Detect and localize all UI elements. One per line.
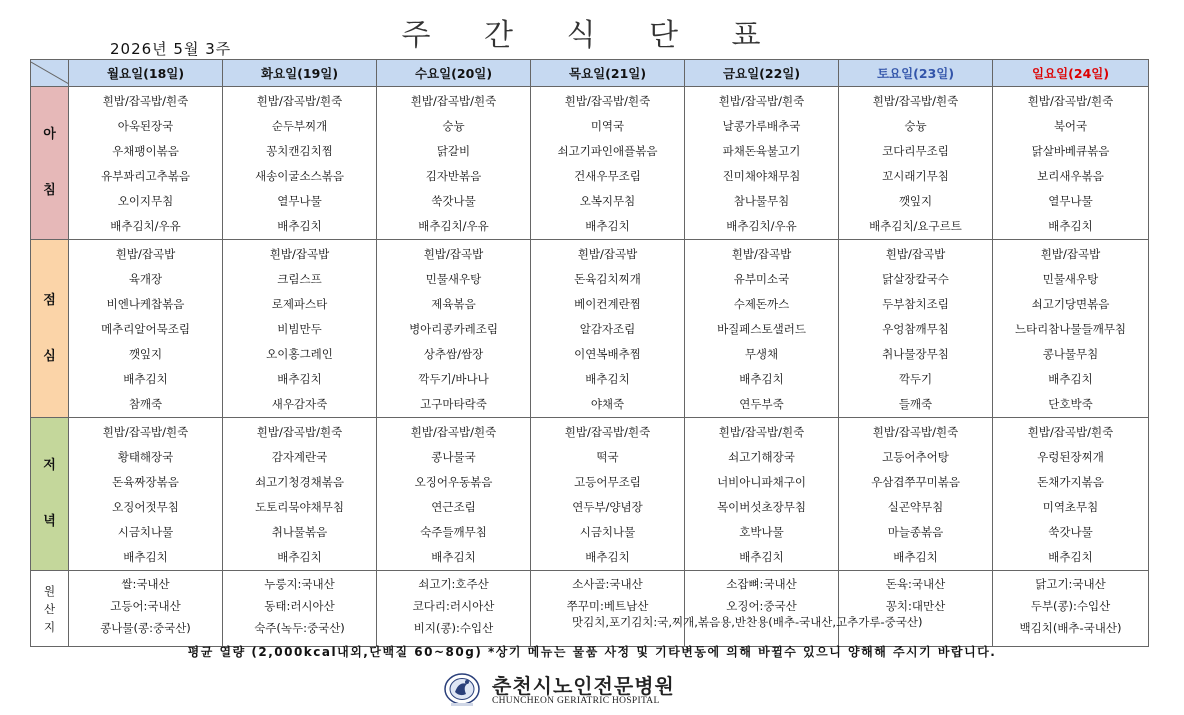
dinner-cell bbox=[377, 418, 531, 571]
breakfast-cell bbox=[223, 87, 377, 240]
meal-label-char: 침 bbox=[43, 183, 56, 198]
menu-item: 시금치나물 bbox=[117, 525, 174, 539]
menu-item: 흰밥/잡곡밥/흰죽 bbox=[872, 94, 959, 108]
menu-item: 오이홍그레인 bbox=[266, 347, 333, 361]
menu-item: 쇠고기청경채볶음 bbox=[255, 475, 344, 489]
lunch-cell bbox=[377, 240, 531, 418]
origin-item: 비지(콩):수입산 bbox=[413, 621, 494, 635]
menu-item: 실곤약무침 bbox=[887, 500, 944, 514]
menu-item: 알감자조림 bbox=[579, 322, 636, 336]
lunch-cell bbox=[993, 240, 1149, 418]
menu-item: 비엔나케찹볶음 bbox=[106, 297, 185, 311]
menu-item: 고구마타락죽 bbox=[420, 397, 487, 411]
menu-item: 우채팽이볶음 bbox=[112, 144, 179, 158]
menu-item: 꽁치캔김치찜 bbox=[266, 144, 333, 158]
menu-item: 참깨죽 bbox=[128, 397, 163, 411]
page-title: 주 간 식 단 표 bbox=[401, 18, 783, 53]
dinner-cell bbox=[685, 418, 839, 571]
menu-item: 우렁된장찌개 bbox=[1037, 450, 1104, 464]
day-header-wed: 수요일(20일) bbox=[377, 60, 531, 87]
menu-item: 흰밥/잡곡밥/흰죽 bbox=[102, 94, 189, 108]
breakfast-label bbox=[31, 87, 69, 240]
origin-label-char: 지 bbox=[43, 619, 56, 634]
origin-item: 꽁치:대만산 bbox=[885, 599, 946, 613]
origin-item: 오징어:중국산 bbox=[726, 599, 797, 613]
notice-text: 평균 열량 (2,000kcal내외,단백질 60~80g) *상기 메뉴는 물품 사정 및 기타변동에 의해 바뀔수 있으니 양해해 주시기 바랍니다. bbox=[187, 645, 997, 659]
menu-item: 숭늉 bbox=[442, 119, 465, 133]
hospital-name-en: CHUNCHEON GERIATRIC HOSPITAL bbox=[492, 696, 660, 706]
origin-row bbox=[31, 571, 1149, 647]
origin-item: 쌀:국내산 bbox=[121, 577, 170, 591]
dinner-cell bbox=[223, 418, 377, 571]
menu-item: 연두부죽 bbox=[739, 397, 784, 411]
dinner-label bbox=[31, 418, 69, 571]
menu-item: 비빔만두 bbox=[277, 322, 322, 336]
dinner-cell bbox=[839, 418, 993, 571]
menu-item: 새송이굴소스볶음 bbox=[255, 169, 344, 183]
menu-item: 크림스프 bbox=[277, 272, 322, 286]
menu-item: 돈육김치찌개 bbox=[574, 272, 641, 286]
day-header-mon: 월요일(18일) bbox=[69, 60, 223, 87]
origin-item: 돈육:국내산 bbox=[885, 577, 946, 591]
origin-item: 고등어:국내산 bbox=[110, 599, 181, 613]
menu-item: 연근조림 bbox=[431, 500, 476, 514]
menu-item: 흰밥/잡곡밥/흰죽 bbox=[564, 94, 651, 108]
menu-item: 목이버섯초장무침 bbox=[717, 500, 806, 514]
lunch-cell bbox=[685, 240, 839, 418]
menu-item: 수제돈까스 bbox=[733, 297, 790, 311]
origin-cell bbox=[839, 571, 993, 647]
menu-item: 취나물장무침 bbox=[882, 347, 949, 361]
menu-item: 로제파스타 bbox=[271, 297, 328, 311]
menu-item: 새우감자죽 bbox=[271, 397, 328, 411]
menu-item: 야채죽 bbox=[590, 397, 625, 411]
menu-item: 흰밥/잡곡밥 bbox=[885, 247, 946, 261]
origin-item: 콩나물(콩:중국산) bbox=[100, 621, 191, 635]
dinner-cell bbox=[993, 418, 1149, 571]
menu-item: 닭갈비 bbox=[436, 144, 471, 158]
hospital-footer bbox=[440, 670, 720, 710]
meal-label-char: 심 bbox=[43, 348, 56, 364]
menu-item: 들깨죽 bbox=[898, 397, 933, 411]
menu-item: 오이지무침 bbox=[117, 194, 174, 208]
menu-item: 쇠고기당면볶음 bbox=[1031, 297, 1110, 311]
day-header-sun: 일요일(24일) bbox=[993, 60, 1149, 87]
menu-item: 오징어젓무침 bbox=[112, 500, 179, 514]
menu-item: 오징어우동볶음 bbox=[414, 475, 493, 489]
week-label: 2026년 5월 3주 bbox=[110, 40, 232, 58]
menu-item: 배추김치 bbox=[739, 372, 784, 386]
menu-item: 흰밥/잡곡밥/흰죽 bbox=[1027, 94, 1114, 108]
menu-item: 순두부찌개 bbox=[271, 119, 328, 133]
menu-item: 흰밥/잡곡밥/흰죽 bbox=[410, 425, 497, 439]
day-header-tue: 화요일(19일) bbox=[223, 60, 377, 87]
menu-item: 배추김치/우유 bbox=[110, 219, 181, 233]
menu-item: 우엉참깨무침 bbox=[882, 322, 949, 336]
meal-label-char: 점 bbox=[43, 292, 56, 308]
menu-item: 배추김치/요구르트 bbox=[869, 219, 962, 233]
menu-item: 닭살장칼국수 bbox=[882, 272, 949, 286]
lunch-cell bbox=[531, 240, 685, 418]
menu-item: 배추김치 bbox=[123, 550, 168, 564]
menu-item: 배추김치 bbox=[1048, 219, 1093, 233]
menu-item: 쇠고기파인애플볶음 bbox=[557, 144, 658, 158]
menu-item: 배추김치/우유 bbox=[726, 219, 797, 233]
menu-item: 육개장 bbox=[128, 272, 163, 286]
menu-item: 흰밥/잡곡밥/흰죽 bbox=[256, 425, 343, 439]
menu-item: 흰밥/잡곡밥/흰죽 bbox=[256, 94, 343, 108]
menu-item: 깻잎지 bbox=[128, 347, 163, 361]
menu-item: 시금치나물 bbox=[579, 525, 636, 539]
menu-item: 오복지무침 bbox=[579, 194, 636, 208]
menu-item: 흰밥/잡곡밥/흰죽 bbox=[564, 425, 651, 439]
menu-item: 진미채야채무침 bbox=[722, 169, 801, 183]
hospital-logo-icon bbox=[442, 672, 482, 708]
menu-item: 흰밥/잡곡밥/흰죽 bbox=[1027, 425, 1114, 439]
menu-item: 배추김치 bbox=[277, 550, 322, 564]
menu-item: 배추김치 bbox=[277, 219, 322, 233]
dinner-cell bbox=[531, 418, 685, 571]
menu-item: 고등어추어탕 bbox=[882, 450, 949, 464]
menu-item: 흰밥/잡곡밥/흰죽 bbox=[718, 94, 805, 108]
lunch-cell bbox=[839, 240, 993, 418]
menu-item: 이연복배추찜 bbox=[574, 347, 641, 361]
lunch-cell bbox=[223, 240, 377, 418]
menu-item: 쑥갓나물 bbox=[431, 194, 476, 208]
menu-item: 아욱된장국 bbox=[117, 119, 174, 133]
menu-item: 흰밥/잡곡밥 bbox=[1040, 247, 1101, 261]
breakfast-cell bbox=[839, 87, 993, 240]
origin-cell bbox=[685, 571, 839, 647]
menu-item: 병아리콩카레조림 bbox=[409, 322, 498, 336]
diagonal-line-icon bbox=[31, 60, 69, 86]
dinner-cell bbox=[69, 418, 223, 571]
menu-item: 미역국 bbox=[590, 119, 625, 133]
menu-item: 유부미소국 bbox=[733, 272, 790, 286]
breakfast-cell bbox=[685, 87, 839, 240]
menu-item: 황태해장국 bbox=[117, 450, 174, 464]
breakfast-cell bbox=[531, 87, 685, 240]
menu-item: 보리새우볶음 bbox=[1037, 169, 1104, 183]
menu-item: 흰밥/잡곡밥 bbox=[577, 247, 638, 261]
menu-item: 꼬시래기무침 bbox=[882, 169, 949, 183]
menu-item: 호박나물 bbox=[739, 525, 784, 539]
origin-item: 누룽지:국내산 bbox=[264, 577, 335, 591]
menu-item: 배추김치 bbox=[1048, 372, 1093, 386]
meal-label-char: 아 bbox=[43, 127, 56, 142]
origin-cell bbox=[377, 571, 531, 647]
origin-item: 쇠고기:호주산 bbox=[418, 577, 489, 591]
menu-item: 배추김치 bbox=[123, 372, 168, 386]
origin-item: 숙주(녹두:중국산) bbox=[254, 621, 345, 635]
lunch-cell bbox=[69, 240, 223, 418]
menu-item: 쇠고기해장국 bbox=[728, 450, 795, 464]
menu-item: 떡국 bbox=[596, 450, 619, 464]
origin-item: 닭고기:국내산 bbox=[1035, 577, 1106, 591]
day-header-sat: 토요일(23일) bbox=[839, 60, 993, 87]
dinner-row bbox=[31, 418, 1149, 571]
origin-item: 소잡뼈:국내산 bbox=[726, 577, 797, 591]
menu-table bbox=[30, 59, 1149, 647]
menu-item: 열무나물 bbox=[1048, 194, 1093, 208]
menu-item: 흰밥/잡곡밥 bbox=[115, 247, 176, 261]
origin-cell bbox=[69, 571, 223, 647]
menu-item: 민물새우탕 bbox=[1042, 272, 1099, 286]
origin-cell bbox=[531, 571, 685, 647]
origin-label bbox=[31, 571, 69, 647]
origin-item: 코다리:러시아산 bbox=[412, 599, 495, 613]
menu-item: 돈채가지볶음 bbox=[1037, 475, 1104, 489]
menu-item: 흰밥/잡곡밥 bbox=[731, 247, 792, 261]
menu-item: 흰밥/잡곡밥/흰죽 bbox=[410, 94, 497, 108]
menu-item: 배추김치 bbox=[585, 219, 630, 233]
menu-item: 바질페스토샐러드 bbox=[717, 322, 806, 336]
day-header-thu: 목요일(21일) bbox=[531, 60, 685, 87]
origin-item: 백김치(배추-국내산) bbox=[1019, 621, 1122, 635]
menu-item: 배추김치 bbox=[1048, 550, 1093, 564]
menu-item: 깍두기/바나나 bbox=[418, 372, 489, 386]
menu-item: 배추김치/우유 bbox=[418, 219, 489, 233]
menu-item: 배추김치 bbox=[893, 550, 938, 564]
menu-item: 깍두기 bbox=[898, 372, 933, 386]
menu-item: 제육볶음 bbox=[431, 297, 476, 311]
menu-item: 메추리알어묵조림 bbox=[101, 322, 190, 336]
menu-item: 배추김치 bbox=[277, 372, 322, 386]
menu-item: 쑥갓나물 bbox=[1048, 525, 1093, 539]
menu-item: 취나물볶음 bbox=[271, 525, 328, 539]
menu-item: 김자반볶음 bbox=[425, 169, 482, 183]
menu-item: 우삼겹쭈꾸미볶음 bbox=[871, 475, 960, 489]
origin-label-char: 원 bbox=[43, 583, 56, 598]
menu-item: 미역초무침 bbox=[1042, 500, 1099, 514]
origin-item: 쭈꾸미:베트남산 bbox=[566, 599, 649, 613]
meal-label-char: 저 bbox=[43, 458, 56, 473]
menu-item: 너비아니파채구이 bbox=[717, 475, 806, 489]
menu-item: 흰밥/잡곡밥 bbox=[423, 247, 484, 261]
menu-item: 콩나물무침 bbox=[1042, 347, 1099, 361]
meal-label-char: 녁 bbox=[43, 514, 56, 529]
menu-item: 느타리참나물들깨무침 bbox=[1014, 322, 1127, 336]
menu-item: 배추김치 bbox=[585, 372, 630, 386]
kimchi-origin-text: 맛김치,포기김치:국,찌개,볶음용,반찬용(배추-국내산,고추가루-중국산) bbox=[572, 615, 923, 629]
menu-item: 두부참치조림 bbox=[882, 297, 949, 311]
origin-item: 동태:러시아산 bbox=[264, 599, 335, 613]
menu-item: 고등어무조림 bbox=[574, 475, 641, 489]
menu-item: 깻잎지 bbox=[898, 194, 933, 208]
day-header-fri: 금요일(22일) bbox=[685, 60, 839, 87]
menu-item: 배추김치 bbox=[739, 550, 784, 564]
menu-item: 날콩가루배추국 bbox=[722, 119, 801, 133]
menu-item: 숙주들깨무침 bbox=[420, 525, 487, 539]
origin-item: 두부(콩):수입산 bbox=[1030, 599, 1111, 613]
menu-item: 흰밥/잡곡밥/흰죽 bbox=[718, 425, 805, 439]
menu-item: 흰밥/잡곡밥/흰죽 bbox=[102, 425, 189, 439]
menu-item: 연두부/양념장 bbox=[572, 500, 643, 514]
menu-item: 북어국 bbox=[1053, 119, 1088, 133]
menu-item: 무생채 bbox=[744, 347, 779, 361]
menu-item: 배추김치 bbox=[431, 550, 476, 564]
menu-item: 마늘종볶음 bbox=[887, 525, 944, 539]
menu-item: 파채돈육불고기 bbox=[722, 144, 801, 158]
menu-item: 베이컨계란찜 bbox=[574, 297, 641, 311]
menu-item: 참나물무침 bbox=[733, 194, 790, 208]
lunch-label bbox=[31, 240, 69, 418]
menu-item: 흰밥/잡곡밥 bbox=[269, 247, 330, 261]
day-header-row bbox=[31, 60, 1149, 87]
origin-cell bbox=[993, 571, 1149, 647]
corner-cell bbox=[31, 60, 69, 87]
menu-item: 열무나물 bbox=[277, 194, 322, 208]
menu-item: 민물새우탕 bbox=[425, 272, 482, 286]
menu-item: 닭살바베큐볶음 bbox=[1031, 144, 1110, 158]
breakfast-cell bbox=[993, 87, 1149, 240]
menu-item: 숭늉 bbox=[904, 119, 927, 133]
hospital-name-ko: 춘천시노인전문병원 bbox=[492, 674, 675, 698]
menu-item: 유부꽈리고추볶음 bbox=[101, 169, 190, 183]
origin-label-char: 산 bbox=[43, 601, 56, 616]
menu-item: 콩나물국 bbox=[431, 450, 476, 464]
menu-item: 단호박죽 bbox=[1048, 397, 1093, 411]
breakfast-cell bbox=[69, 87, 223, 240]
menu-item: 돈육짜장볶음 bbox=[112, 475, 179, 489]
origin-cell bbox=[223, 571, 377, 647]
menu-item: 도토리묵야채무침 bbox=[255, 500, 344, 514]
menu-item: 상추쌈/쌈장 bbox=[423, 347, 484, 361]
menu-item: 건새우무조림 bbox=[574, 169, 641, 183]
menu-item: 코다리무조림 bbox=[882, 144, 949, 158]
menu-item: 배추김치 bbox=[585, 550, 630, 564]
menu-item: 감자계란국 bbox=[271, 450, 328, 464]
menu-item: 흰밥/잡곡밥/흰죽 bbox=[872, 425, 959, 439]
breakfast-row bbox=[31, 87, 1149, 240]
lunch-row bbox=[31, 240, 1149, 418]
origin-item: 소사골:국내산 bbox=[572, 577, 643, 591]
breakfast-cell bbox=[377, 87, 531, 240]
